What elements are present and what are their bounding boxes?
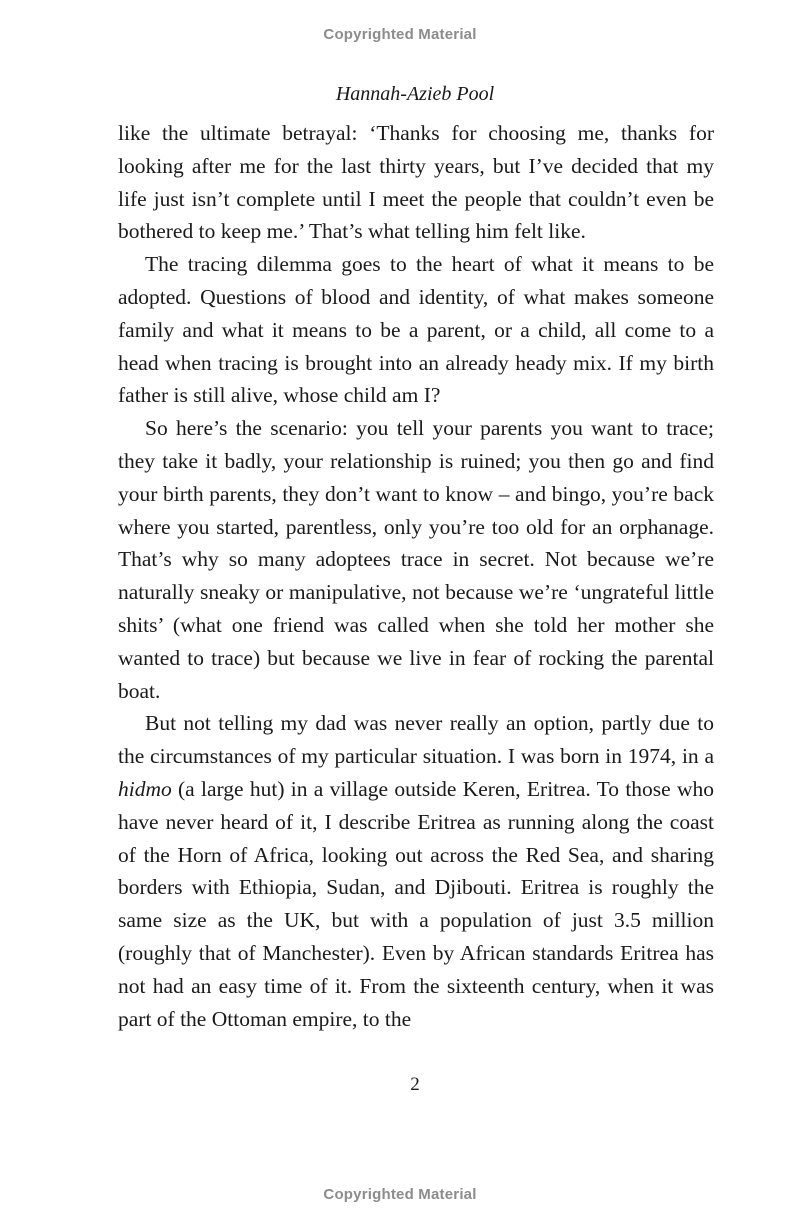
paragraph-4-text-a: But not telling my dad was never really an option, partly due to the circumstances of my particular situation. I was born in 1974, in a xyxy=(118,711,714,769)
page-number: 2 xyxy=(410,1074,420,1095)
paragraph-1: like the ultimate betrayal: ‘Thanks for choosing me, thanks for looking after me for the last thirty years, but I’ve decided that my life just isn’t complete until I meet the people that couldn’t even be bothered to keep me.’ That’s what telling him felt like. xyxy=(118,121,714,244)
running-head-author: Hannah-Azieb Pool xyxy=(335,83,495,105)
body-text xyxy=(118,117,714,1035)
paragraph-4-italic-term: hidmo xyxy=(118,776,172,801)
paragraph-3: So here’s the scenario: you tell your parents you want to trace; they take it badly, your relationship is ruined; you then go and find your birth parents, they don’t want to know – and bingo, you’re back where you started, parentless, only you’re too old for an orphanage. That’s why so many adoptees trace in secret. Not because we’re naturally sneaky or manipulative, not because we’re ‘ungrateful little shits’ (what one friend was called when she told her mother she wanted to trace) but because we live in fear of rocking the parental boat. xyxy=(118,416,714,703)
copyright-watermark-bottom: Copyrighted Material xyxy=(323,1186,477,1203)
paragraph-4-text-b: (a large hut) in a village outside Keren, Eritrea. To those who have never heard of it, I describe Eritrea as running along the coast of the Horn of Africa, looking out across the Red Sea, and sharing borders with Ethiopia, Sudan, and Djibouti. Eritrea is roughly the same size as the UK, but with a population of just 3.5 million (roughly that of Manchester). Even by African standards Eritrea has not had an easy time of it. From the sixteenth century, when it was part of the Ottoman empire, to the xyxy=(118,776,714,1031)
copyright-watermark-top: Copyrighted Material xyxy=(323,26,477,43)
paragraph-4 xyxy=(118,707,714,1035)
paragraph-2: The tracing dilemma goes to the heart of what it means to be adopted. Questions of blood and identity, of what makes someone family and what it means to be a parent, or a child, all come to a head when tracing is brought into an already heady mix. If my birth father is still alive, whose child am I? xyxy=(118,252,714,408)
